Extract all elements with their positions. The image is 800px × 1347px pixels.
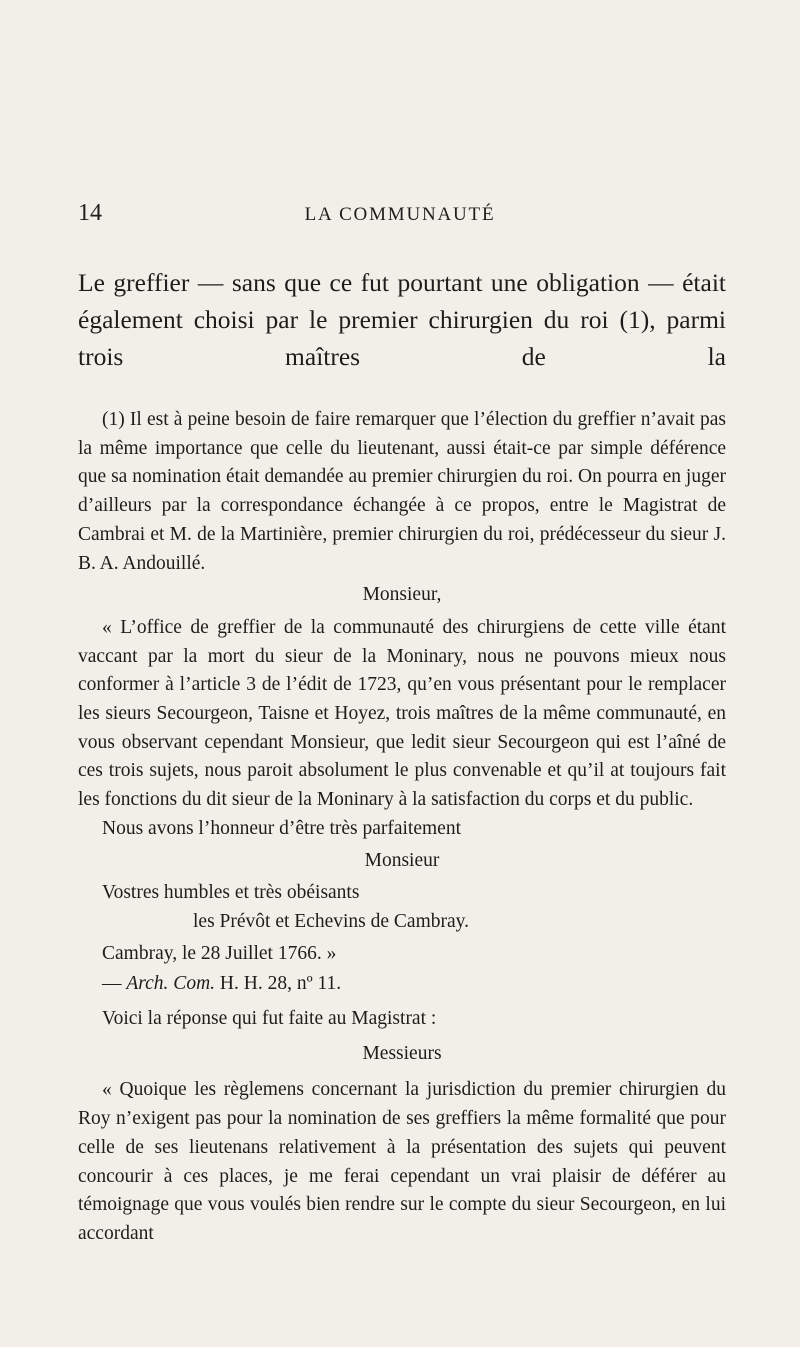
letter1-body: « L’office de greffier de la communauté des chirurgiens de cette ville étant vaccant par la mort du sieur de la Moninary, nous ne pouvons mieux nous conformer à l’article 3 de l’édit de 1723, qu’en vous présentant pour le remplacer les sieurs Secourgeon, Taisne et Hoyez, trois maîtres de la même communauté, en vous observant cependant Monsieur, que ledit sieur Secourgeon qui est l’aîné de ces trois sujets, nous paroit absolument le plus convenable et qu’il at toujours fait les fonctions du dit sieur de la Moninary à la satisfaction du corps et du public.	[78, 616, 726, 811]
letter2-body: « Quoique les règlemens concernant la jurisdiction du premier chirurgien du Roy n’exigent pas pour la nomination de ses greffiers la même formalité que pour celle de ses lieutenans relativement à la présentation des sujets qui peuvent concourir à ces places, je me ferai cependant un vrai plaisir de déférer au témoignage que vous voulés bien rendre sur le compte du sieur Secourgeon, en lui accordant	[78, 1079, 726, 1244]
archive-reference-italic: Arch. Com.	[126, 973, 216, 995]
archive-reference-prefix: —	[102, 973, 127, 995]
footnote	[78, 406, 726, 1249]
letter1-date-line: Cambray, le 28 Juillet 1766. »	[102, 942, 337, 964]
running-title: LA COMMUNAUTÉ	[304, 204, 496, 225]
letter2-salutation: Messieurs	[362, 1042, 442, 1064]
page-number: 14	[78, 200, 102, 226]
archive-reference-rest: H. H. 28, nº 11.	[215, 973, 342, 995]
letter1-signature-line1: Vostres humbles et très obéisants	[102, 882, 360, 904]
reply-intro: Voici la réponse qui fut faite au Magistrat :	[102, 1008, 437, 1030]
main-body-text: Le greffier — sans que ce fut pourtant une obligation — était également choisi par le premier chirurgien du roi (1), parmi trois maîtres de la	[78, 268, 726, 371]
archive-reference	[78, 970, 726, 999]
letter1-closing: Nous avons l’honneur d’être très parfaitement	[102, 817, 461, 839]
page-header	[0, 200, 800, 230]
letter1-closing-salutation: Monsieur	[364, 849, 440, 871]
footnote-intro: (1) Il est à peine besoin de faire remarquer que l’élection du greffier n’avait pas la même importance que celle du lieutenant, aussi était-ce par simple déférence que sa nomination était demandée au premier chirurgien du roi. On pourra en juger d’ailleurs par la correspondance échangée à ce propos, entre le Magistrat de Cambrai et M. de la Martinière, premier chirurgien du roi, prédécesseur du sieur J. B. A. Andouillé.	[78, 409, 726, 574]
letter1-signature-line2: les Prévôt et Echevins de Cambray.	[193, 910, 469, 932]
letter1-salutation: Monsieur,	[362, 584, 442, 606]
